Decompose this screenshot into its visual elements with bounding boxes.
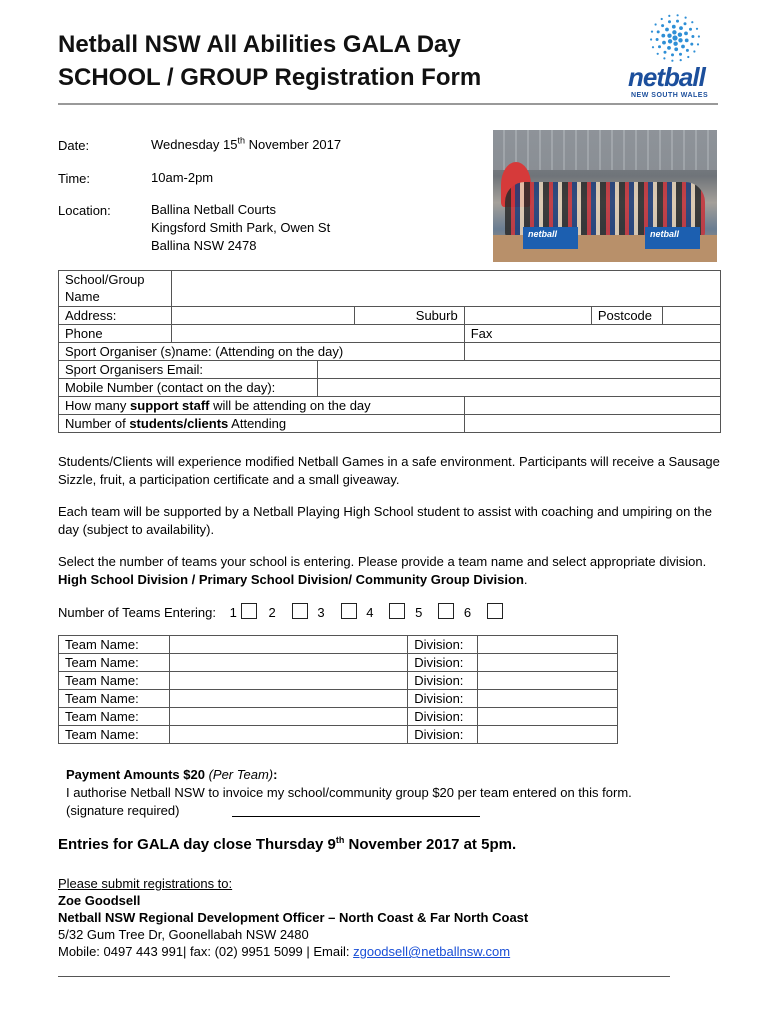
organiser-name-field[interactable] (464, 343, 720, 361)
division-field[interactable] (478, 690, 618, 708)
address-label: Address: (59, 307, 172, 325)
organiser-email-label: Sport Organisers Email: (59, 361, 318, 379)
division-label: Division: (408, 726, 478, 744)
contact-role: Netball NSW Regional Development Officer – North Coast & Far North Coast (58, 910, 529, 925)
team-name-field[interactable] (169, 690, 407, 708)
date-value: Wednesday 15th November 2017 (151, 135, 342, 152)
team-option-3-label: 3 (317, 605, 325, 620)
page-title (58, 28, 481, 94)
division-field[interactable] (478, 636, 618, 654)
organiser-email-field[interactable] (318, 361, 721, 379)
team-count-selector (58, 603, 509, 620)
info-paragraph-1: Students/Clients will experience modified Netball Games in a safe environment. Participants will receive a Sausage Sizzle, fruit, a participation certificate and a small giveaway. (58, 454, 720, 487)
team-option-5-checkbox[interactable] (438, 603, 454, 619)
time-value: 10am-2pm (151, 170, 214, 185)
payment-authorisation: I authorise Netball NSW to invoice my school/community group $20 per team entered on this form. (66, 785, 632, 800)
event-group-photo (493, 130, 717, 262)
location-label: Location: (58, 203, 111, 218)
team-name-field[interactable] (169, 636, 407, 654)
team-count-label: Number of Teams Entering: (58, 605, 216, 620)
team-name-label: Team Name: (59, 636, 170, 654)
team-option-1-label: 1 (229, 605, 237, 620)
dot-burst-icon (625, 10, 725, 65)
contact-details: Mobile: 0497 443 991| fax: (02) 9951 5099 | Email: zgoodsell@netballnsw.com (58, 944, 511, 959)
entries-deadline: Entries for GALA day close Thursday 9th November 2017 at 5pm. (58, 835, 517, 853)
division-field[interactable] (478, 726, 618, 744)
school-name-field[interactable] (171, 271, 720, 307)
organiser-name-label: Sport Organiser (s)name: (Attending on the day) (59, 343, 465, 361)
suburb-label: Suburb (354, 307, 464, 325)
students-field[interactable] (464, 415, 720, 433)
team-option-2-label: 2 (268, 605, 276, 620)
time-label: Time: (58, 171, 91, 186)
team-name-field[interactable] (169, 654, 407, 672)
signature-line[interactable] (232, 816, 480, 817)
netball-nsw-logo (625, 10, 725, 100)
payment-signature-note: (signature required) (66, 803, 180, 818)
team-option-3-checkbox[interactable] (341, 603, 357, 619)
info-paragraph-3: Select the number of teams your school is entering. Please provide a team name and select appropriate division. High School Division / Primary School Division/ Community Group Division. (58, 554, 707, 587)
team-option-4-label: 4 (366, 605, 374, 620)
support-staff-label: How many support staff will be attending on the day (59, 397, 465, 415)
team-name-label: Team Name: (59, 672, 170, 690)
date-label: Date: (58, 138, 90, 153)
division-label: Division: (408, 690, 478, 708)
registration-details-table (58, 270, 721, 433)
team-option-1-checkbox[interactable] (241, 603, 257, 619)
team-name-field[interactable] (169, 708, 407, 726)
division-label: Division: (408, 654, 478, 672)
team-name-label: Team Name: (59, 690, 170, 708)
division-field[interactable] (478, 672, 618, 690)
team-name-field[interactable] (169, 672, 407, 690)
team-row (59, 708, 618, 726)
team-option-5-label: 5 (415, 605, 423, 620)
team-row (59, 690, 618, 708)
team-row (59, 636, 618, 654)
team-option-4-checkbox[interactable] (389, 603, 405, 619)
address-field[interactable] (171, 307, 354, 325)
division-label: Division: (408, 708, 478, 726)
school-name-label: School/Group Name (59, 271, 172, 307)
suburb-field[interactable] (464, 307, 591, 325)
team-row (59, 726, 618, 744)
footer-divider (58, 976, 670, 977)
division-label: Division: (408, 672, 478, 690)
mobile-field[interactable] (318, 379, 721, 397)
info-paragraph-2: Each team will be supported by a Netball Playing High School student to assist with coaching and umpiring on the day (subject to availability). (58, 504, 712, 537)
fax-field[interactable] (464, 325, 720, 343)
logo-subtitle: NEW SOUTH WALES (631, 92, 709, 99)
team-option-6-label: 6 (463, 605, 472, 620)
postcode-label: Postcode (591, 307, 662, 325)
team-name-label: Team Name: (59, 726, 170, 744)
phone-field[interactable] (171, 325, 464, 343)
postcode-field[interactable] (662, 307, 720, 325)
location-value: Ballina Netball Courts Kingsford Smith Park, Owen St Ballina NSW 2478 (151, 202, 331, 253)
mobile-label: Mobile Number (contact on the day): (59, 379, 318, 397)
division-label: Division: (408, 636, 478, 654)
team-name-field[interactable] (169, 726, 407, 744)
contact-address: 5/32 Gum Tree Dr, Goonellabah NSW 2480 (58, 927, 309, 942)
phone-label: Phone (59, 325, 172, 343)
title-divider (58, 103, 718, 105)
team-row (59, 672, 618, 690)
logo-wordmark: netball (628, 62, 705, 92)
team-row (59, 654, 618, 672)
submit-section (58, 875, 528, 960)
team-option-2-checkbox[interactable] (292, 603, 308, 619)
contact-email-link[interactable]: zgoodsell@netballnsw.com (353, 944, 511, 959)
division-field[interactable] (478, 708, 618, 726)
team-name-label: Team Name: (59, 708, 170, 726)
contact-name: Zoe Goodsell (58, 893, 141, 908)
submit-heading: Please submit registrations to: (58, 876, 233, 891)
title-line-2: SCHOOL / GROUP Registration Form (58, 64, 482, 91)
title-line-1: Netball NSW All Abilities GALA Day (58, 31, 461, 58)
division-field[interactable] (478, 654, 618, 672)
photo-banner-left: netball (523, 227, 578, 249)
team-name-label: Team Name: (59, 654, 170, 672)
photo-banner-right: netball (645, 227, 700, 249)
payment-section (66, 766, 726, 820)
team-option-6-checkbox[interactable] (487, 603, 503, 619)
fax-label: Fax (470, 326, 493, 341)
teams-table (58, 635, 618, 744)
support-staff-field[interactable] (464, 397, 720, 415)
payment-heading: Payment Amounts $20 (Per Team): (66, 767, 278, 782)
students-label: Number of students/clients Attending (59, 415, 465, 433)
